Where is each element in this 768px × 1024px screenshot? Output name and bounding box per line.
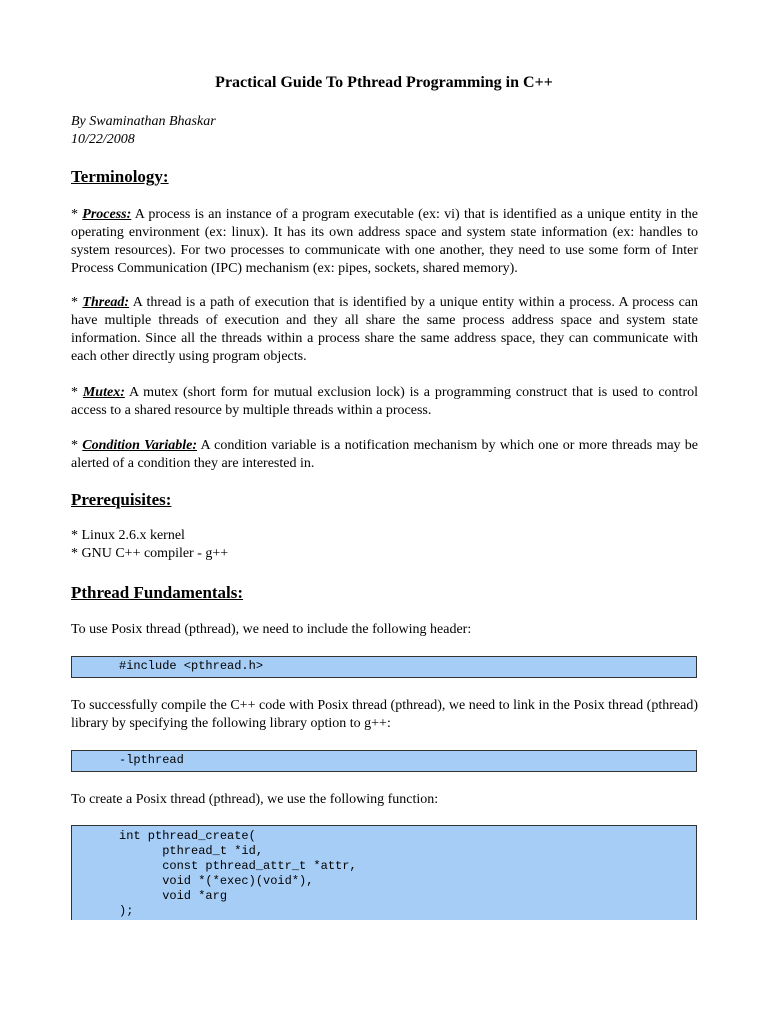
term-label: Condition Variable: [82, 438, 198, 453]
term-definition: A mutex (short form for mutual exclusion lock) is a programming construct that is used to control access to a shared resource by multiple threads within a process. [71, 385, 698, 418]
author-block [71, 113, 216, 149]
code-pthread-create: int pthread_create( pthread_t *id, const pthread_attr_t *attr, void *(*exec)(void*), void *arg ); [71, 825, 697, 920]
list-item: * Linux 2.6.x kernel [71, 528, 185, 543]
compile-text: To successfully compile the C++ code with Posix thread (pthread), we need to link in the Posix thread (pthread) library by specifying the following library option to g++: [71, 698, 698, 731]
term-mutex: * Mutex: A mutex (short form for mutual exclusion lock) is a programming construct that is used to control access to a shared resource by multiple threads within a process. [71, 385, 698, 418]
prerequisites-list [71, 527, 228, 563]
include-intro: To use Posix thread (pthread), we need to include the following header: [71, 622, 472, 637]
author-name: By Swaminathan Bhaskar [71, 114, 216, 129]
term-process: * Process: A process is an instance of a program executable (ex: vi) that is identified as a unique entity in the operating environment (ex: linux). It has its own address space and system state information (ex: handles to system resources). For two processes to communicate with one another, they need to use some form of Inter Process Communication (IPC) mechanism (ex: pipes, sockets, shared memory). [71, 207, 699, 276]
document-title: Practical Guide To Pthread Programming in C++ [215, 74, 553, 91]
term-label: Mutex: [82, 385, 125, 400]
term-definition: A process is an instance of a program executable (ex: vi) that is identified as a unique entity in the operating environment (ex: linux). It has its own address space and system state information (ex: handles to system resources). For two processes to communicate with one another, they need to use some form of Inter Process Communication (IPC) mechanism (ex: pipes, sockets, shared memory). [71, 207, 699, 276]
term-label: Process: [82, 207, 132, 222]
document-date: 10/22/2008 [71, 132, 135, 147]
terminology-heading: Terminology: [71, 167, 169, 186]
code-include: #include <pthread.h> [71, 656, 697, 678]
term-thread: * Thread: A thread is a path of execution that is identified by a unique entity within a process. A process can have multiple threads of execution and they all share the same process address space and system state information. Since all the threads within a process share the same address space, they can communicate with each other directly using program objects. [71, 295, 699, 364]
term-definition: A condition variable is a notification mechanism by which one or more threads may be alerted of a condition they are interested in. [71, 438, 699, 471]
term-condition-variable: * Condition Variable: A condition variable is a notification mechanism by which one or more threads may be alerted of a condition they are interested in. [71, 438, 699, 471]
prerequisites-heading: Prerequisites: [71, 490, 172, 509]
term-definition: A thread is a path of execution that is identified by a unique entity within a process. A process can have multiple threads of execution and they all share the same process address space and system state information. Since all the threads within a process share the same address space, they can communicate with each other directly using program objects. [71, 295, 699, 364]
term-label: Thread: [82, 295, 130, 310]
code-lpthread: -lpthread [71, 750, 697, 772]
list-item: * GNU C++ compiler - g++ [71, 546, 229, 561]
create-text: To create a Posix thread (pthread), we use the following function: [71, 792, 439, 807]
fundamentals-heading: Pthread Fundamentals: [71, 583, 244, 602]
